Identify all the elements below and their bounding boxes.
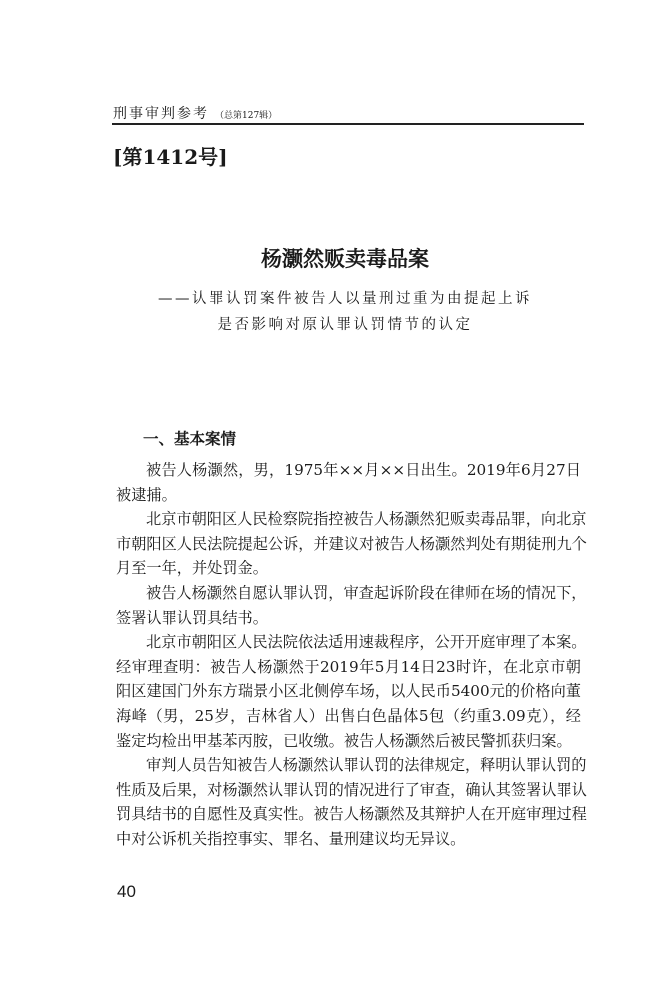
body-text <box>116 458 587 852</box>
body-line: 北京市朝阳区人民法院依法适用速裁程序，公开开庭审理了本案。 <box>146 633 587 652</box>
body-line: 市朝阳区人民法院提起公诉，并建议对被告人杨灏然判处有期徒刑九个 <box>116 534 587 553</box>
body-line: 海峰（男，25岁，吉林省人）出售白色晶体5包（约重3.09克），经 <box>116 706 581 725</box>
body-line: 被逮捕。 <box>116 485 177 504</box>
body-line: 签署认罪认罚具结书。 <box>116 608 268 627</box>
body-line: 经审理查明：被告人杨灏然于2019年5月14日23时许，在北京市朝 <box>116 657 581 676</box>
issue-number: （总第127辑） <box>215 111 278 121</box>
case-number: [第1412号] <box>113 145 228 169</box>
body-line: 被告人杨灏然自愿认罪认罚，审查起诉阶段在律师在场的情况下， <box>146 583 587 602</box>
journal-name: 刑事审判参考 <box>113 106 209 122</box>
body-line: 被告人杨灏然，男，1975年××月××日出生。2019年6月27日 <box>146 461 581 479</box>
body-line: 审判人员告知被告人杨灏然认罪认罚的法律规定，释明认罪认罚的 <box>146 756 587 775</box>
body-line: 鉴定均检出甲基苯丙胺，已收缴。被告人杨灏然后被民警抓获归案。 <box>116 731 572 750</box>
header-rule <box>112 123 584 125</box>
body-line: 中对公诉机关指控事实、罪名、量刑建议均无异议。 <box>116 829 466 848</box>
section-heading: 一、基本案情 <box>143 430 237 448</box>
case-title: 杨灏然贩卖毒品案 <box>261 246 429 271</box>
running-head <box>113 103 277 123</box>
body-line: 罚具结书的自愿性及真实性。被告人杨灏然及其辩护人在开庭审理过程 <box>116 805 587 824</box>
body-line: 月至一年，并处罚金。 <box>116 559 268 578</box>
page-number: 40 <box>117 882 136 901</box>
body-line: 北京市朝阳区人民检察院指控被告人杨灏然犯贩卖毒品罪，向北京 <box>146 510 587 529</box>
body-line: 性质及后果，对杨灏然认罪认罚的情况进行了审查，确认其签署认罪认 <box>116 780 587 799</box>
subtitle-line: ——认罪认罚案件被告人以量刑过重为由提起上诉 <box>158 291 532 307</box>
subtitle-line: 是否影响对原认罪认罚情节的认定 <box>217 317 473 333</box>
body-line: 阳区建国门外东方瑞景小区北侧停车场，以人民币5400元的价格向董 <box>116 682 581 701</box>
